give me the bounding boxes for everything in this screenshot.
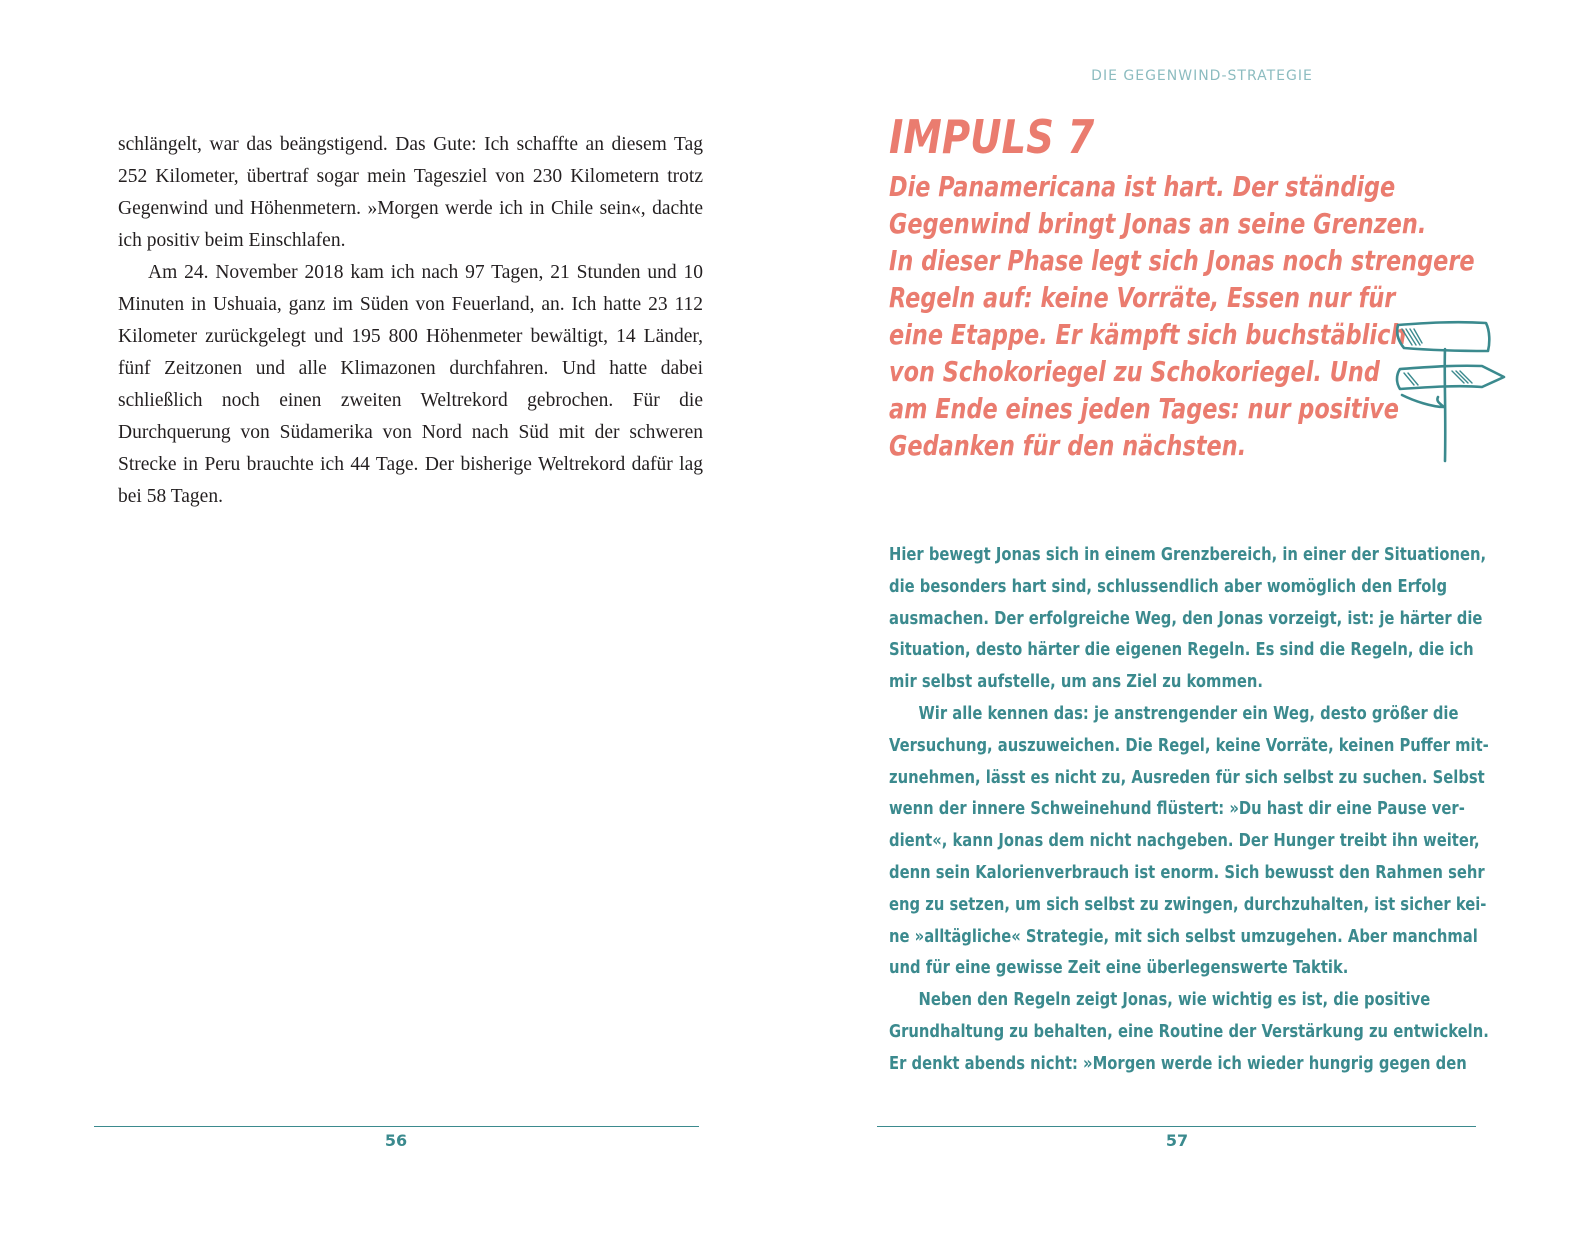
page-number-left: 56	[384, 1131, 408, 1150]
impuls-text	[889, 168, 1475, 464]
body-line: dient«, kann Jonas dem nicht nachgeben. Der Hunger treibt ihn weiter,	[889, 830, 1480, 852]
body-line: Hier bewegt Jonas sich in einem Grenzbereich, in einer der Situationen,	[889, 544, 1487, 565]
page-number-right: 57	[1165, 1131, 1189, 1150]
impuls-line: von Schokoriegel zu Schokoriegel. Und	[889, 355, 1380, 388]
running-head: DIE GEGENWIND-STRATEGIE	[1091, 68, 1313, 84]
body-line: denn sein Kalorienverbrauch ist enorm. Sich bewusst den Rahmen sehr	[889, 861, 1485, 883]
body-line: Versuchung, auszuweichen. Die Regel, keine Vorräte, keinen Puffer mit-	[889, 734, 1489, 756]
body-line: Neben den Regeln zeigt Jonas, wie wichtig es ist, die positive	[918, 989, 1431, 1011]
body-line: Situation, desto härter die eigenen Regeln. Es sind die Regeln, die ich	[889, 639, 1474, 661]
impuls-line: Gegenwind bringt Jonas an seine Grenzen.	[889, 207, 1427, 240]
body-line: Wir alle kennen das: je anstrengender ein Weg, desto größer die	[918, 702, 1459, 724]
body-line: ausmachen. Der erfolgreiche Weg, den Jonas vorzeigt, ist: je härter die	[889, 607, 1483, 629]
body-line: und für eine gewisse Zeit eine überlegenswerte Taktik.	[889, 957, 1349, 979]
impuls-line: Regeln auf: keine Vorräte, Essen nur für	[889, 281, 1396, 314]
body-line: wenn der innere Schweinehund flüstert: »Du hast dir eine Pause ver-	[889, 798, 1465, 820]
body-line: ne »alltägliche« Strategie, mit sich selbst umzugehen. Aber manchmal	[889, 925, 1478, 947]
body-line: die besonders hart sind, schlussendlich aber womöglich den Erfolg	[889, 575, 1448, 597]
impuls-line: Die Panamericana ist hart. Der ständige	[889, 170, 1396, 203]
left-paragraph-2: Am 24. November 2018 kam ich nach 97 Tagen, 21 Stunden und 10 Minuten in Ushuaia, ganz im Süden von Feuerland, an. Ich hatte 23 112 Kilometer zurückgelegt und 195 800 Höhenmeter bewältigt, 14 Länder, fünf Zeitzonen und alle Klimazonen durchfahren. Und hatte dabei schließlich noch einen zweiten Weltrekord gebrochen. Für die Durchquerung von Südamerika von Nord nach Süd mit der schweren Strecke in Peru brauchte ich 44 Tage. Der bisherige Weltrekord dafür lag bei 58 Tagen.	[118, 262, 703, 507]
body-line: Er denkt abends nicht: »Morgen werde ich wieder hungrig gegen den	[889, 1052, 1467, 1074]
impuls-line: eine Etappe. Er kämpft sich buchstäblich	[889, 318, 1407, 351]
body-line: mir selbst aufstelle, um ans Ziel zu kommen.	[889, 671, 1263, 693]
body-line: Grundhaltung zu behalten, eine Routine der Verstärkung zu entwickeln.	[889, 1020, 1489, 1042]
body-line: eng zu setzen, um sich selbst zu zwingen, durchzuhalten, ist sicher kei-	[889, 893, 1487, 915]
right-page	[797, 0, 1594, 1240]
impuls-title: IMPULS 7	[889, 110, 1095, 164]
signpost-icon	[1394, 315, 1514, 465]
footer-rule-left	[94, 1126, 699, 1127]
impuls-line: Gedanken für den nächsten.	[889, 429, 1247, 462]
impuls-line: am Ende eines jeden Tages: nur positive	[889, 392, 1399, 425]
left-paragraph-1: schlängelt, war das beängstigend. Das Gute: Ich schaffte an diesem Tag 252 Kilometer, übertraf sogar mein Tagesziel von 230 Kilometern trotz Gegenwind und Höhenmetern. »Morgen werde ich in Chile sein«, dachte ich positiv beim Einschlafen.	[118, 134, 703, 251]
left-page-text	[118, 129, 703, 513]
right-page-body	[889, 539, 1489, 1080]
footer-rule-right	[877, 1126, 1476, 1127]
impuls-line: In dieser Phase legt sich Jonas noch strengere	[889, 244, 1475, 277]
body-line: zunehmen, lässt es nicht zu, Ausreden für sich selbst zu suchen. Selbst	[889, 766, 1485, 788]
